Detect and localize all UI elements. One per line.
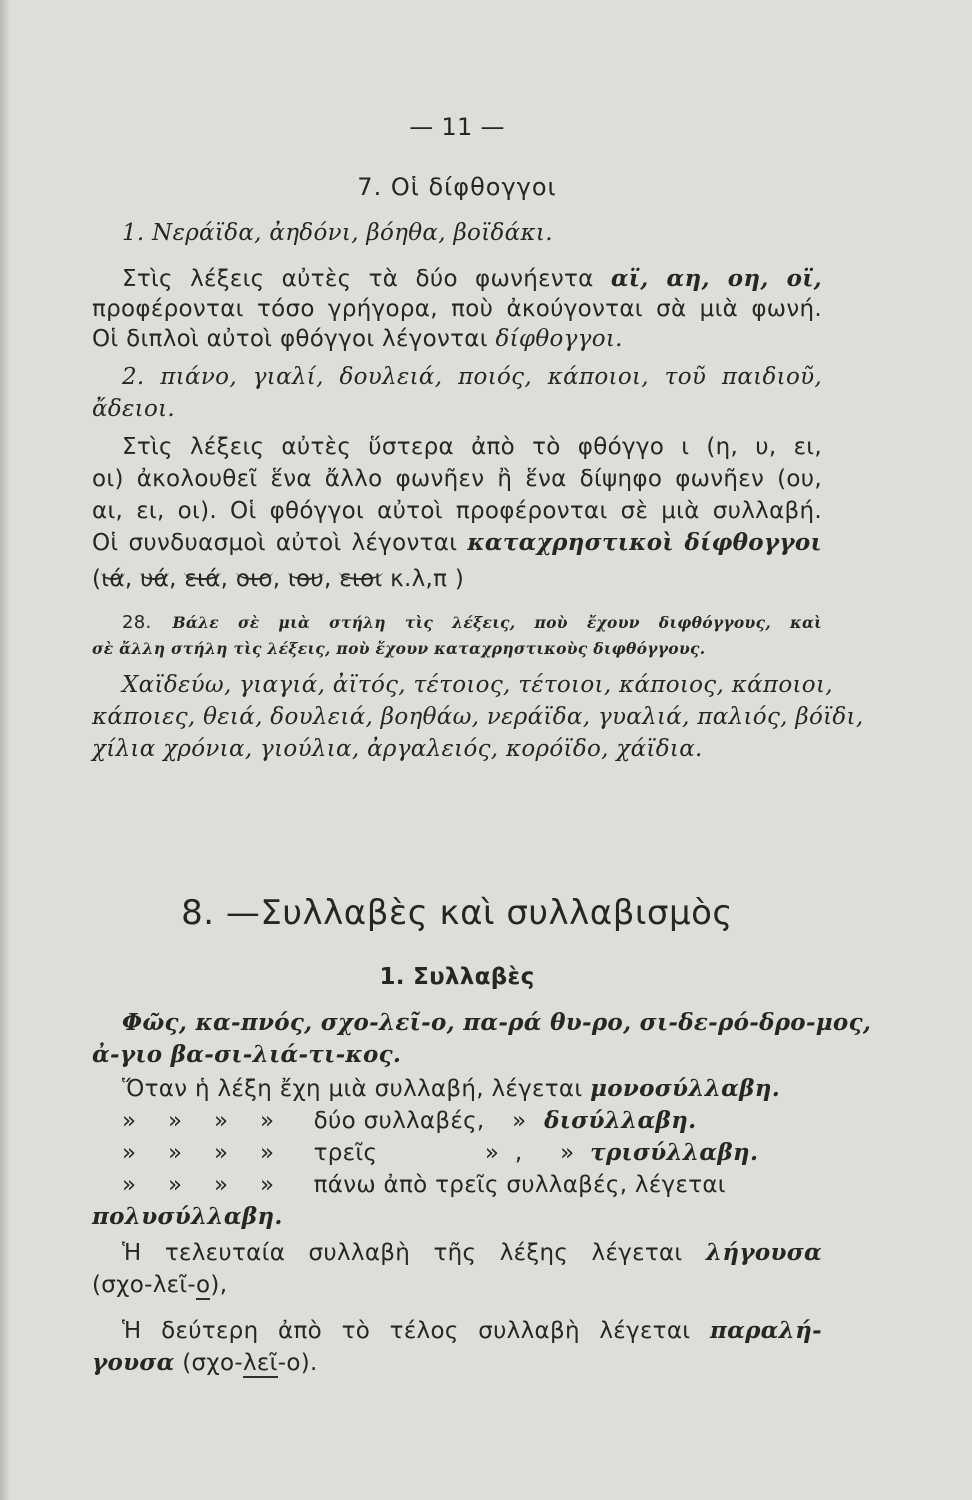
exercise-number: 28. <box>122 612 152 633</box>
ditto-10: » <box>484 1140 500 1166</box>
s8-rule-monosyllable <box>122 1074 852 1104</box>
term-paraligousa-1: παραλή- <box>709 1317 822 1344</box>
term-disyllable: δισύλλαβη. <box>544 1107 697 1134</box>
s8-rule-disyllable <box>122 1106 852 1136</box>
p2-line4 <box>92 528 822 558</box>
p2-examples-line1: 2. πιάνο, γιαλί, δουλειά, ποιός, κάποιοι, τοῦ παιδιοῦ, <box>122 364 822 390</box>
exercise-words-line3: χίλια χρόνια, γιούλια, ἀργαλειός, κορόϊδο, χάϊδια. <box>92 736 703 762</box>
term-paraligousa-2: γουσα <box>92 1349 175 1376</box>
term-ligousa: λήγουσα <box>705 1239 822 1266</box>
ditto-7: » <box>168 1140 183 1166</box>
p1-line1-text: Στὶς λέξεις αὐτὲς τὰ δύο φωνήεντα <box>122 266 594 292</box>
s8-paraligousa-line1 <box>122 1316 822 1346</box>
ligousa-example-syllable: ο <box>196 1272 211 1298</box>
p1-term-diphthongs: δίφθογγοι. <box>495 326 623 352</box>
ditto-2: » <box>168 1108 183 1134</box>
p1-line3-text: Οἱ διπλοὶ αὐτοὶ φθόγγοι λέγονται <box>92 326 488 352</box>
rule1-text: Ὅταν ἡ λέξη ἔχη μιὰ συλλαβή, λέγεται <box>122 1076 583 1102</box>
section-7-title-text: 7. Οἱ δίφθογγοι <box>357 173 557 201</box>
s8-ligousa-example <box>92 1270 822 1300</box>
ditto-13: » <box>168 1172 183 1198</box>
combo-5: ιου <box>287 566 325 592</box>
p2-combos: (ιά, υά, ειά, οιο, ιου, ειοι κ.λ,π ) <box>92 566 465 592</box>
paraligousa-text: Ἡ δεύτερη ἀπὸ τὸ τέλος συλλαβὴ λέγεται <box>122 1318 691 1344</box>
p2-line2: οι) ἀκολουθεῖ ἕνα ἄλλο φωνῆεν ἢ ἕνα δίψηφο φωνῆεν (ου, <box>92 466 822 492</box>
s8-paraligousa-line2 <box>92 1348 822 1378</box>
ditto-9: » <box>260 1140 275 1166</box>
ligousa-example-post: ), <box>210 1272 228 1298</box>
exercise-instruction-1: Βάλε σὲ μιὰ στήλη τὶς λέξεις, ποὺ ἔχουν διφθόγγους, καὶ <box>172 613 822 632</box>
ditto-4: » <box>260 1108 275 1134</box>
paraligousa-example-post: -ο). <box>277 1350 318 1376</box>
s8-rule-polysyllable <box>122 1170 852 1200</box>
p2-term-improper-diphthongs: καταχρηστικοὶ δίφθογγοι <box>467 529 822 556</box>
exercise-words-line2: κάποιες, θειά, δουλειά, βοηθάω, νεράϊδα, γυαλιά, παλιός, βόϊδι, <box>92 704 864 730</box>
term-polysyllable: πολυσύλλαβη. <box>92 1203 283 1230</box>
rule3-sep: , <box>514 1140 523 1166</box>
combo-4: οιο <box>235 566 273 592</box>
term-monosyllable: μονοσύλλαβη. <box>590 1075 781 1102</box>
p2-line3: αι, ει, οι). Οἱ φθόγγοι αὐτοὶ προφέρονται σὲ μιὰ συλλαβή. <box>92 498 822 524</box>
s8-examples-line2: ἀ-γιο βα-σι-λιά-τι-κος. <box>92 1041 402 1068</box>
s8-examples-line1: Φῶς, κα-πνός, σχο-λεῖ-ο, πα-ρά θυ-ρο, σι-δε-ρό-δρο-μος, <box>122 1009 872 1036</box>
ditto-11: » <box>560 1140 575 1166</box>
page-number: — 11 — <box>409 113 505 141</box>
combo-2: υά <box>140 566 170 592</box>
p2-line4-text: Οἱ συνδυασμοὶ αὐτοὶ λέγονται <box>92 530 458 556</box>
ditto-15: » <box>260 1172 275 1198</box>
p1-line1 <box>122 264 822 294</box>
section-8-subtitle: 1. Συλλαβὲς <box>379 964 535 990</box>
p1-line3 <box>92 324 822 354</box>
paraligousa-example-syllable: λεῖ <box>242 1350 278 1376</box>
p2-line1: Στὶς λέξεις αὐτὲς ὕστερα ἀπὸ τὸ φθόγγο ι (η, υ, ει, <box>122 434 822 460</box>
ditto-6: » <box>122 1140 137 1166</box>
ligousa-text: Ἡ τελευταία συλλαβὴ τῆς λέξης λέγεται <box>122 1240 683 1266</box>
section-7-title <box>92 172 822 202</box>
ditto-14: » <box>214 1172 229 1198</box>
combo-1: ιά <box>101 566 125 592</box>
page-binding-edge <box>0 0 10 1500</box>
rule4-text: πάνω ἀπὸ τρεῖς συλλαβές, λέγεται <box>313 1172 726 1198</box>
p1-vowels: αϊ, αη, οη, οϊ, <box>610 265 822 292</box>
section-8-title: 8. —Συλλαβὲς καὶ συλλαβισμὸς <box>181 893 733 933</box>
ditto-5: » <box>512 1108 527 1134</box>
ditto-3: » <box>214 1108 229 1134</box>
exercise-28-instruction-line2: σὲ ἄλλη στήλη τὶς λέξεις, ποὺ ἔχουν καταχρηστικοὺς διφθόγγους. <box>92 639 706 658</box>
p1-line2: προφέρονται τόσο γρήγορα, ποὺ ἀκούγονται σὰ μιὰ φωνή. <box>92 296 822 322</box>
exercise-words-line1: Χαϊδεύω, γιαγιά, ἀϊτός, τέτοιος, τέτοιοι, κάποιος, κάποιοι, <box>122 672 833 698</box>
rule3-text: τρεῖς <box>313 1140 378 1166</box>
combo-end: κ.λ,π ) <box>390 566 465 592</box>
p1-examples: 1. Νεράϊδα, ἀηδόνι, βόηθα, βοϊδάκι. <box>122 220 553 246</box>
ditto-1: » <box>122 1108 137 1134</box>
combo-3: ειά <box>184 566 221 592</box>
combo-6: ειοι <box>339 566 383 592</box>
s8-rule-trisyllable <box>122 1138 852 1168</box>
ditto-12: » <box>122 1172 137 1198</box>
ditto-8: » <box>214 1140 229 1166</box>
paraligousa-example-pre: (σχο- <box>182 1350 243 1376</box>
rule2-text: δύο συλλαβές, <box>313 1108 485 1134</box>
term-trisyllable: τρισύλλαβη. <box>590 1139 759 1166</box>
s8-ligousa-line1 <box>122 1238 822 1268</box>
combo-open-paren: ( <box>92 566 102 592</box>
ligousa-example-pre: (σχο-λεῖ- <box>92 1272 197 1298</box>
p2-examples-line2: ἄδειοι. <box>92 396 176 422</box>
